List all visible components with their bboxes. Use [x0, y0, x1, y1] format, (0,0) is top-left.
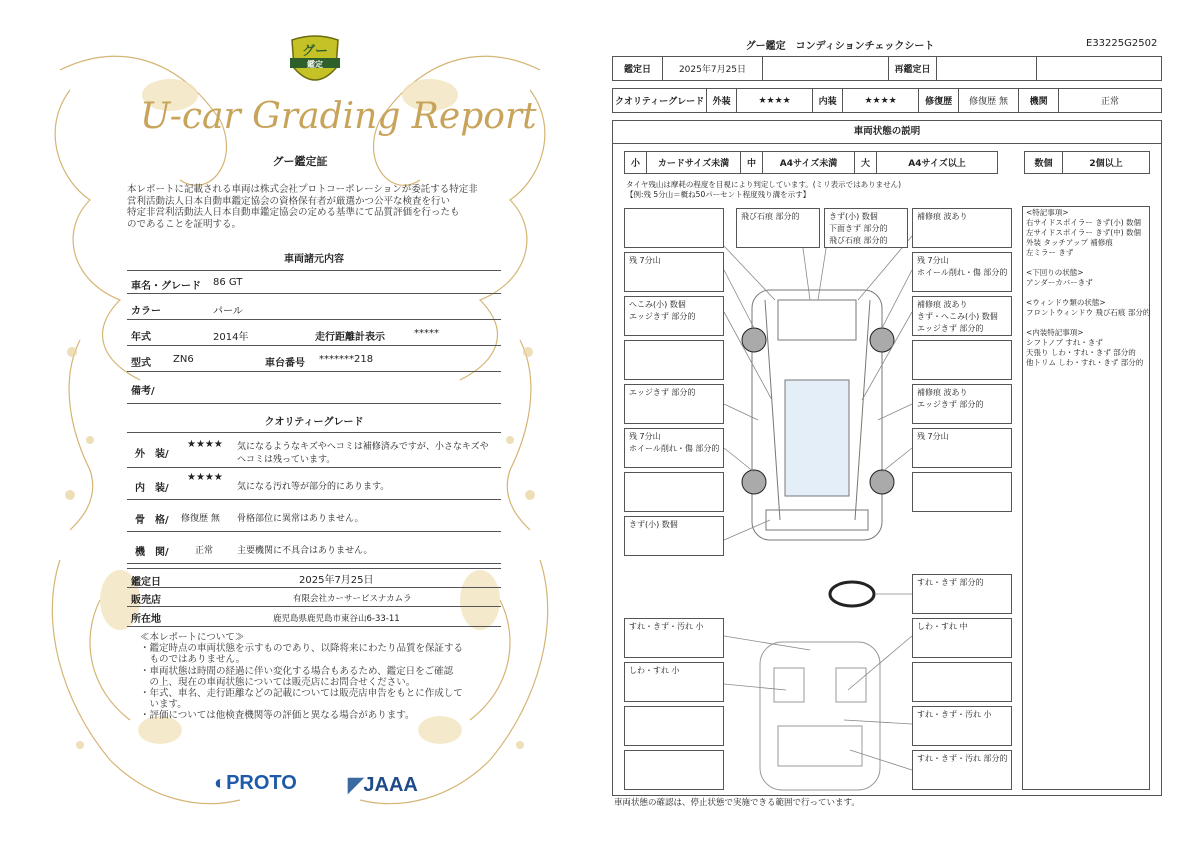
condition-text: 残 7分山 — [629, 432, 661, 441]
proto-logo-text: PROTO — [226, 772, 297, 794]
note-line — [1026, 288, 1162, 298]
int-stars: ★★★★ — [843, 89, 919, 113]
goo-badge-logo — [288, 32, 342, 90]
remarks-row — [127, 374, 501, 404]
size-large-desc: A4サイズ以上 — [877, 152, 998, 174]
condition-box — [624, 472, 724, 512]
note-line — [1026, 318, 1162, 328]
condition-box — [624, 340, 724, 380]
footer-note: 車両状態の確認は、停止状態で実施できる範囲で行っています。 — [614, 798, 860, 808]
note-line: <特記事項> — [1026, 208, 1069, 217]
model-label: 車名・グレード — [131, 281, 201, 292]
desc-heading: 車両状態の説明 — [612, 120, 1162, 144]
engine-desc: 主要機関に不具合はありません。 — [237, 546, 373, 556]
color-value: パール — [213, 306, 243, 317]
condition-text: ホイール削れ・傷 部分的 — [917, 268, 1008, 277]
engine-label: 機関 — [1019, 89, 1059, 113]
condition-check-sheet — [600, 0, 1200, 848]
note-line — [1026, 258, 1162, 268]
year-row — [127, 322, 501, 346]
exterior-desc-1: 気になるようなキズやヘコミは補修済みですが、小さなキズや — [237, 442, 489, 452]
odometer-label: 走行距離計表示 — [315, 332, 385, 343]
condition-text: エッジきず 部分的 — [917, 324, 984, 333]
note-line: <ウィンドウ類の状態> — [1026, 298, 1106, 307]
condition-text: エッジきず 部分的 — [629, 312, 696, 321]
chassis-value: *******218 — [319, 354, 374, 365]
note-line: 右サイドスポイラー きず(小) 数個 — [1026, 218, 1142, 227]
interior-desc: 気になる汚れ等が部分的にあります。 — [237, 482, 390, 492]
condition-box: すれ・きず・汚れ 小 — [912, 706, 1012, 746]
condition-text: きず・へこみ(小) 数個 — [917, 312, 998, 321]
note-line: シフトノブ すれ・きず — [1026, 338, 1103, 347]
special-notes — [1026, 208, 1162, 368]
location-row — [127, 607, 501, 627]
condition-box: しわ・すれ 小 — [624, 662, 724, 702]
specs-heading: 車両諸元内容 — [284, 254, 344, 265]
note-line: ・評価については他検査機関等の評価と異なる場合があります。 — [140, 710, 415, 722]
note-line: 左サイドスポイラー きず(中) 数個 — [1026, 228, 1142, 237]
exterior-label: 外 装/ — [135, 449, 169, 460]
date-value: 2025年7月25日 — [299, 575, 374, 586]
sheet-id: E33225G2502 — [1086, 38, 1158, 49]
redate-label: 再鑑定日 — [889, 57, 937, 81]
note-line: ・年式、車名、走行距離などの記載については販売店申告をもとに作成して — [140, 688, 463, 700]
note-line: <下回りの状態> — [1026, 268, 1084, 277]
condition-text: 補修痕 波あり — [917, 388, 968, 397]
report-title: U-car Grading Report — [140, 96, 537, 137]
note-line: います。 — [140, 699, 187, 711]
condition-box — [912, 472, 1012, 512]
note-line: ものではありません。 — [140, 654, 246, 666]
cert-line: 営利活動法人日本自動車鑑定協会の資格保有者が厳選かつ公平な検査を行い — [127, 195, 451, 207]
size-large: 大 — [855, 152, 877, 174]
ext-stars: ★★★★ — [737, 89, 813, 113]
note-line: 天張り しわ・すれ・きず 部分的 — [1026, 348, 1136, 357]
certificate-heading: グー鑑定証 — [272, 155, 328, 168]
note-line: アンダーカバーきず — [1026, 278, 1093, 287]
odometer-value: ***** — [414, 328, 439, 339]
condition-box — [624, 750, 724, 790]
note-line: フロントウィンドウ 飛び石痕 部分的 — [1026, 308, 1151, 317]
location-label: 所在地 — [131, 614, 161, 625]
model-value: 86 GT — [213, 277, 243, 288]
quality-label: クオリティーグレード — [613, 89, 707, 113]
size-mid: 中 — [741, 152, 763, 174]
date-label: 鑑定日 — [131, 577, 161, 588]
condition-text: 残 7分山 — [917, 256, 949, 265]
date-label: 鑑定日 — [613, 57, 663, 81]
cert-line: 特定非営利活動法人日本自動車鑑定協会の定める基準にて品質評価を行ったも — [127, 207, 460, 218]
interior-row — [127, 470, 501, 500]
condition-box: すれ・きず・汚れ 部分的 — [912, 750, 1012, 790]
color-row — [127, 296, 501, 320]
sheet-title: グー鑑定 コンディションチェックシート — [745, 41, 935, 52]
engine-value: 正常 — [195, 546, 214, 556]
condition-box — [912, 662, 1012, 702]
report-notes — [140, 632, 500, 722]
count-label: 数個 — [1025, 152, 1063, 174]
shop-value: 有限会社カーサービスナカムラ — [293, 594, 412, 604]
type-label: 型式 — [131, 358, 151, 369]
certificate-body — [127, 184, 497, 230]
cert-line: 本レポートに記載される車両は株式会社プロトコーポレーションが委託する特定非 — [127, 184, 478, 195]
location-value: 鹿児島県鹿児島市東谷山6-33-11 — [273, 614, 400, 624]
condition-text: エッジきず 部分的 — [917, 400, 984, 409]
note-line: 他トリム しわ・すれ・きず 部分的 — [1026, 358, 1144, 367]
note-line: ・車両状態は時間の経過に伴い変化する場合もあるため、鑑定日をご確認 — [140, 665, 454, 677]
condition-box — [912, 384, 1012, 424]
chassis-label: 車台番号 — [265, 358, 305, 369]
condition-box — [624, 296, 724, 336]
condition-text: きず(小) 数個 — [829, 212, 878, 221]
int-label: 内装 — [813, 89, 843, 113]
size-small: 小 — [625, 152, 647, 174]
exterior-row — [127, 432, 501, 468]
date-row — [127, 568, 501, 588]
frame-value: 修復歴 無 — [181, 514, 220, 524]
badge-text-bottom: 鑑定 — [307, 60, 323, 69]
condition-box: きず(小) 数個 — [624, 516, 724, 556]
size-mid-desc: A4サイズ未満 — [763, 152, 855, 174]
remarks-label: 備考/ — [131, 386, 155, 397]
tire-note-1: タイヤ残山は摩耗の程度を目視により判定しています。(ミリ表示ではありません) — [626, 180, 902, 189]
exterior-desc-2: ヘコミは残っています。 — [237, 455, 336, 465]
condition-box — [624, 428, 724, 468]
note-line: ・鑑定時点の車両状態を示すものであり、以降将来にわたり品質を保証する — [140, 643, 464, 655]
condition-box: 飛び石痕 部分的 — [736, 208, 820, 248]
ext-label: 外装 — [707, 89, 737, 113]
jaaa-logo-text: JAAA — [363, 774, 418, 796]
condition-box: エッジきず 部分的 — [624, 384, 724, 424]
year-value: 2014年 — [213, 332, 249, 343]
condition-box — [624, 208, 724, 248]
exterior-stars: ★★★★ — [187, 439, 223, 450]
size-small-desc: カードサイズ未満 — [647, 152, 741, 174]
engine-label: 機 関/ — [135, 547, 169, 558]
condition-box — [912, 252, 1012, 292]
color-label: カラー — [131, 306, 161, 317]
frame-row — [127, 502, 501, 532]
engine-row — [127, 534, 501, 564]
date-value: 2025年7月25日 — [663, 57, 763, 81]
condition-box — [912, 296, 1012, 336]
cert-line: のであることを証明する。 — [127, 218, 242, 230]
quality-heading: クオリティーグレード — [264, 417, 364, 428]
proto-logo: ◐PROTO — [214, 772, 297, 794]
condition-text: 飛び石痕 部分的 — [829, 236, 888, 245]
condition-text: ホイール削れ・傷 部分的 — [629, 444, 720, 453]
condition-box — [824, 208, 908, 248]
model-row — [127, 270, 501, 294]
note-line: 外装 タッチアップ 補修痕 — [1026, 238, 1113, 247]
note-line: 左ミラー きず — [1026, 248, 1074, 257]
note-line: の上、現在の車両状態については販売店にお問合せください。 — [140, 676, 416, 688]
year-label: 年式 — [131, 332, 151, 343]
tire-note-2: 【例:残 5分山＝概ね50パーセント程度残り溝を示す】 — [626, 190, 811, 199]
shop-label: 販売店 — [131, 595, 161, 606]
condition-box — [912, 340, 1012, 380]
jaaa-logo: ◤JAAA — [348, 774, 418, 796]
interior-stars: ★★★★ — [187, 472, 223, 483]
condition-box: 残 7分山 — [912, 428, 1012, 468]
interior-label: 内 装/ — [135, 483, 169, 494]
condition-text: 下面きず 部分的 — [829, 224, 888, 233]
condition-box — [624, 706, 724, 746]
condition-text: 補修痕 波あり — [917, 300, 968, 309]
frame-label: 骨 格/ — [135, 515, 169, 526]
repair-value: 修復歴 無 — [959, 89, 1019, 113]
note-line: <内装特記事項> — [1026, 328, 1084, 337]
frame-desc: 骨格部位に異常はありません。 — [237, 514, 364, 524]
count-value: 2個以上 — [1063, 152, 1150, 174]
engine-value: 正常 — [1059, 89, 1162, 113]
shop-row — [127, 588, 501, 607]
badge-text-top: グー — [301, 44, 328, 59]
condition-box: 補修痕 波あり — [912, 208, 1012, 248]
condition-box: すれ・きず 部分的 — [912, 574, 1012, 614]
condition-text: へこみ(小) 数個 — [629, 300, 686, 309]
condition-box: すれ・きず・汚れ 小 — [624, 618, 724, 658]
repair-label: 修復歴 — [919, 89, 959, 113]
condition-box: 残 7分山 — [624, 252, 724, 292]
type-row — [127, 348, 501, 372]
condition-box: しわ・すれ 中 — [912, 618, 1012, 658]
type-value: ZN6 — [173, 354, 194, 365]
notes-heading: ≪本レポートについて≫ — [140, 632, 245, 643]
